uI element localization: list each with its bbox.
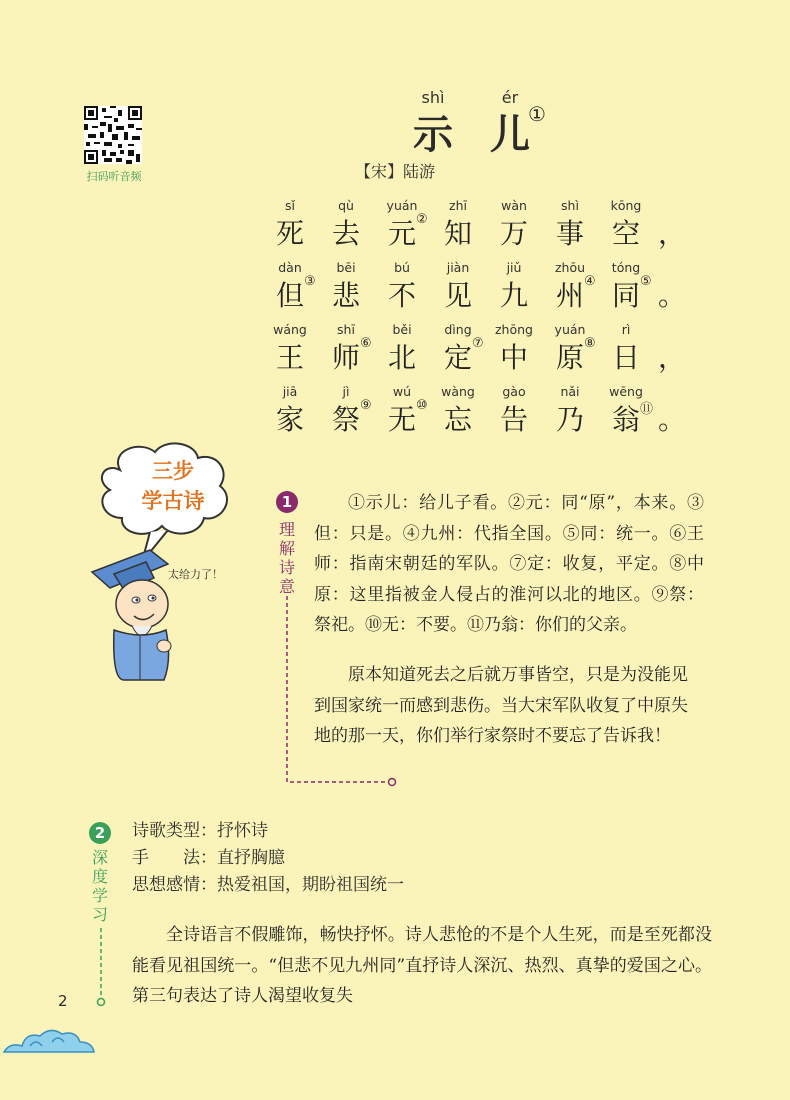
section1-notes <box>314 488 704 641</box>
poem-char: 无 <box>387 403 416 436</box>
poem-char: 九 <box>499 279 528 312</box>
meta-value: 抒怀诗 <box>217 821 268 841</box>
poem-pinyin: nǎi <box>560 384 580 399</box>
poem-char: 悲 <box>331 279 360 312</box>
meta-key: 思想感情： <box>132 875 217 895</box>
poem-pinyin: zhōu <box>554 260 586 275</box>
poem-pinyin: zhōng <box>495 322 533 337</box>
poem-char: 忘 <box>443 403 472 436</box>
mascot-bubble <box>118 456 228 516</box>
poem-punctuation: ， <box>658 217 687 250</box>
poem-char: 事 <box>555 217 584 250</box>
poem-char: 翁 <box>611 403 640 436</box>
poem-pinyin: dàn <box>278 260 302 275</box>
poem-punctuation: 。 <box>658 279 687 312</box>
meta-value: 直抒胸臆 <box>217 848 285 868</box>
poem-char: 空 <box>611 217 640 250</box>
poem-char: 不 <box>387 279 416 312</box>
poem-pinyin: rì <box>621 322 631 337</box>
qr-code-icon <box>84 106 142 164</box>
poem-char: 北 <box>387 341 416 374</box>
poem-note-marker: ⑦ <box>472 336 484 351</box>
meta-row <box>132 872 692 899</box>
poem-char: 去 <box>331 217 360 250</box>
poem-char: 告 <box>499 403 528 436</box>
poem-pinyin: kōng <box>610 198 642 213</box>
poem-note-marker: ⑨ <box>360 398 372 413</box>
poem-pinyin: yuán <box>386 198 418 213</box>
poem-pinyin: wàn <box>501 198 527 213</box>
poem-pinyin: zhī <box>449 198 467 213</box>
poem-pinyin: jiā <box>282 384 298 399</box>
poem-char: 乃 <box>555 403 584 436</box>
poem-char: 中 <box>499 341 528 374</box>
poem-note-marker: ⑧ <box>584 336 596 351</box>
cloud-ornament-icon <box>0 1012 100 1062</box>
meta-value: 热爱祖国，期盼祖国统一 <box>217 875 404 895</box>
poem-note-marker: ③ <box>304 274 316 289</box>
poem-note-marker: ② <box>416 212 428 227</box>
author-line <box>0 159 790 182</box>
author-name: 陆游 <box>403 162 436 181</box>
summary-text: 原本知道死去之后就万事皆空，只是为没能见到国家统一而感到悲伤。当大宋军队收复了中原失地的那一天，你们举行家祭时不要忘了告诉我！ <box>314 665 688 746</box>
poem-char: 原 <box>555 341 584 374</box>
dynasty: 【宋】 <box>354 162 403 181</box>
poem-char: 知 <box>443 217 472 250</box>
poem-char: 但 <box>275 279 304 312</box>
poem-pinyin: wàng <box>441 384 475 399</box>
poem-pinyin: gào <box>502 384 526 399</box>
poem-note-marker: ⑤ <box>640 274 652 289</box>
poem-char: 家 <box>275 403 304 436</box>
poem-char: 祭 <box>331 403 360 436</box>
poem-pinyin: wēng <box>609 384 643 399</box>
poem-pinyin: tóng <box>611 260 641 275</box>
section2-body-text: 全诗语言不假雕饰，畅快抒怀。诗人悲怆的不是个人生死，而是至死都没能看见祖国统一。“但悲不见九州同”直抒诗人深沉、热烈、真挚的爱国之心。第三句表达了诗人渴望收复失 <box>132 925 712 1006</box>
page-number: 2 <box>58 992 68 1010</box>
poem <box>266 198 706 438</box>
title-pinyin-2: ér <box>501 88 519 107</box>
section1-summary <box>314 660 704 752</box>
bubble-line-1: 三步 <box>152 459 194 483</box>
poem-note-marker: ⑪ <box>640 402 654 417</box>
poem-char: 师 <box>331 341 360 374</box>
poem-char: 日 <box>611 341 640 374</box>
poem-char: 万 <box>499 217 528 250</box>
section2-label: 深度学习 <box>91 848 108 924</box>
meta-row <box>132 845 692 872</box>
poem-pinyin: běi <box>392 322 412 337</box>
poem-note-marker: ④ <box>584 274 596 289</box>
poem-pinyin: yuán <box>554 322 586 337</box>
meta-key: 诗歌类型： <box>132 821 217 841</box>
title-char-2: 儿 <box>490 111 530 158</box>
poem-char: 死 <box>275 217 304 250</box>
title-char-1: 示 <box>413 111 453 158</box>
section2-dashed-line <box>92 928 112 1008</box>
poem-char: 王 <box>275 341 304 374</box>
bubble-line-2: 学古诗 <box>141 489 205 513</box>
poem-note-marker: ⑥ <box>360 336 372 351</box>
poem-pinyin: jiàn <box>446 260 470 275</box>
poem-pinyin: bú <box>394 260 410 275</box>
poem-punctuation: ， <box>658 341 687 374</box>
poem-char: 同 <box>611 279 640 312</box>
poem-punctuation: 。 <box>658 403 687 436</box>
poem-pinyin: shī <box>337 322 355 337</box>
qr-code[interactable] <box>84 106 142 164</box>
poem-pinyin: wú <box>392 384 412 399</box>
title-pinyin-1: shì <box>421 88 445 107</box>
section2-meta <box>132 818 692 899</box>
poem-pinyin: jì <box>342 384 350 399</box>
poem-pinyin: dìng <box>444 322 472 337</box>
poem-char: 州 <box>555 279 584 312</box>
section2-badge: 2 <box>89 822 111 844</box>
meta-key: 手 法： <box>132 848 217 868</box>
poem-char: 定 <box>443 341 472 374</box>
qr-caption: 扫码听音频 <box>86 170 142 183</box>
poem-char: 元 <box>387 217 416 250</box>
title-note-marker: ① <box>528 102 546 126</box>
notes-text: ①示儿：给儿子看。②元：同“原”，本来。③但：只是。④九州：代指全国。⑤同：统一。⑥王师：指南宋朝廷的军队。⑦定：收复，平定。⑧中原：这里指被金人侵占的淮河以北的地区。⑨祭：祭祀。⑩无：不要。⑪乃翁：你们的父亲。 <box>314 493 704 635</box>
poem-pinyin: sǐ <box>285 198 295 213</box>
poem-note-marker: ⑩ <box>416 398 428 413</box>
poem-char: 见 <box>443 279 472 312</box>
poem-pinyin: wáng <box>273 322 307 337</box>
meta-row <box>132 818 692 845</box>
poem-pinyin: qù <box>338 198 354 213</box>
section1-badge: 1 <box>276 491 298 513</box>
poem-pinyin: bēi <box>336 260 356 275</box>
poem-pinyin: jiǔ <box>506 260 522 275</box>
section1-label: 理解诗意 <box>278 520 295 596</box>
poem-pinyin: shì <box>561 198 579 213</box>
mascot-side-text: 太给力了！ <box>168 568 223 581</box>
section2-body <box>132 920 712 1012</box>
